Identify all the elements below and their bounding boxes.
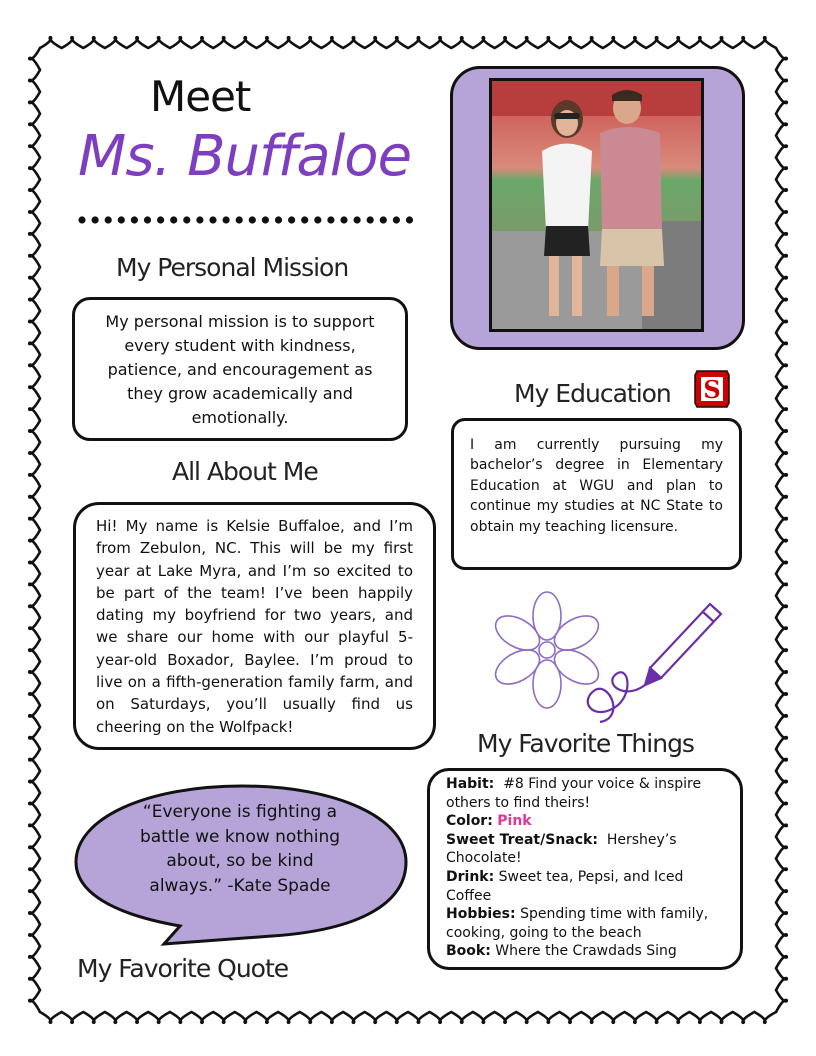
divider-dot <box>209 216 216 223</box>
divider-dot <box>118 216 125 223</box>
fav-book: Book: Where the Crawdads Sing <box>446 943 677 960</box>
divider-dot <box>249 216 256 223</box>
flower-pencil-doodle <box>485 590 735 730</box>
mission-text: My personal mission is to support every student with kindness, patience, and encouragement as they grow academically and emotionally. <box>105 312 375 427</box>
dotted-divider <box>78 216 423 224</box>
divider-dot <box>340 216 347 223</box>
divider-dot <box>301 216 308 223</box>
favorites-list <box>430 771 740 965</box>
divider-dot <box>288 216 295 223</box>
fav-color: Color: Pink <box>446 813 532 830</box>
page-title: Ms. Buffaloe <box>78 124 412 189</box>
mission-heading: My Personal Mission <box>116 253 349 282</box>
divider-dot <box>314 216 321 223</box>
divider-dot <box>131 216 138 223</box>
divider-dot <box>275 216 282 223</box>
ncstate-logo-icon <box>693 367 731 411</box>
divider-dot <box>196 216 203 223</box>
fav-drink: Drink: Sweet tea, Pepsi, and Iced Coffee <box>446 868 684 904</box>
divider-dot <box>223 216 230 223</box>
mission-box <box>72 297 408 441</box>
flower-icon <box>490 592 604 708</box>
quote-text: “Everyone is fighting a battle we know nothing about, so be kind always.” -Kate Spade <box>139 802 341 896</box>
divider-dot <box>157 216 164 223</box>
divider-dot <box>236 216 243 223</box>
fav-snack: Sweet Treat/Snack: Hershey’s Chocolate! <box>446 831 677 867</box>
divider-dot <box>78 216 85 223</box>
about-text: Hi! My name is Kelsie Buffaloe, and I’m from Zebulon, NC. This will be my first year at Lake Myra, and I’m so excited to be part of the team! I’ve been happily dating my boyfriend for two years, and we share our home with our playful 5-year-old Boxador, Baylee. I’m proud to live on a fifth-generation family farm, and on Saturdays, you’ll usually find us cheering on the Wolfpack! <box>96 517 413 736</box>
photo-illustration <box>492 81 701 329</box>
title-meet: Meet <box>150 72 251 121</box>
svg-text:S: S <box>703 375 721 404</box>
divider-dot <box>262 216 269 223</box>
divider-dot <box>144 216 151 223</box>
divider-dot <box>183 216 190 223</box>
education-heading: My Education <box>514 379 671 408</box>
favorites-heading: My Favorite Things <box>477 729 694 758</box>
divider-dot <box>170 216 177 223</box>
divider-dot <box>92 216 99 223</box>
pencil-icon <box>588 604 721 722</box>
quote-heading: My Favorite Quote <box>77 954 289 983</box>
about-box <box>73 502 436 750</box>
about-heading: All About Me <box>172 457 318 486</box>
divider-dot <box>380 216 387 223</box>
favorites-box <box>427 768 743 970</box>
divider-dot <box>105 216 112 223</box>
divider-dot <box>393 216 400 223</box>
profile-photo <box>489 78 704 332</box>
fav-habit: Habit: #8 Find your voice & inspire others to find theirs! <box>446 776 702 811</box>
divider-dot <box>354 216 361 223</box>
divider-dot <box>367 216 374 223</box>
divider-dot <box>327 216 334 223</box>
education-box <box>451 418 742 570</box>
divider-dot <box>406 216 413 223</box>
fav-hobbies: Hobbies: Spending time with family, cooking, going to the beach <box>446 906 709 941</box>
education-text: I am currently pursuing my bachelor’s degree in Elementary Education at WGU and plan to continue my studies at NC State to obtain my teaching licensure. <box>470 437 723 535</box>
